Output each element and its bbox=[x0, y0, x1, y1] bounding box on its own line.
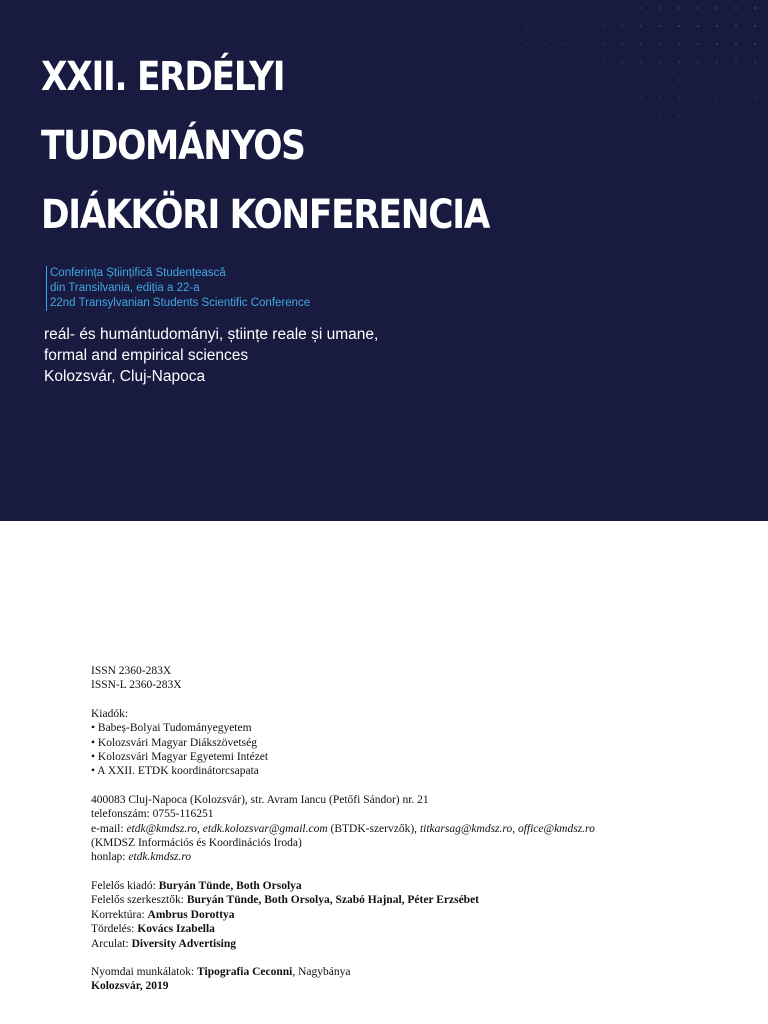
email-primary-note: (BTDK-szervzők), bbox=[327, 822, 420, 835]
publisher-item: • Kolozsvári Magyar Diákszövetség bbox=[91, 736, 257, 749]
decorative-dot bbox=[564, 43, 566, 45]
description-line-2: formal and empirical sciences bbox=[44, 347, 249, 364]
decorative-dot bbox=[583, 79, 585, 81]
decorative-dot bbox=[697, 115, 699, 117]
decorative-dot bbox=[735, 97, 737, 99]
decorative-dot bbox=[545, 61, 547, 63]
subtitle-romanian-2: din Transilvania, ediția a 22-a bbox=[50, 282, 200, 294]
decorative-dot bbox=[640, 151, 642, 153]
decorative-dot bbox=[678, 25, 680, 27]
publisher-item: • Babeș-Bolyai Tudományegyetem bbox=[91, 722, 252, 735]
decorative-dot bbox=[526, 25, 528, 27]
decorative-dot bbox=[545, 25, 547, 27]
decorative-dot bbox=[697, 25, 699, 27]
decorative-dot bbox=[621, 115, 623, 117]
decorative-dot bbox=[526, 43, 528, 45]
email-secondary-link[interactable]: titkarsag@kmdsz.ro, office@kmdsz.ro bbox=[419, 822, 595, 835]
decorative-dot bbox=[697, 43, 699, 45]
web-line bbox=[91, 850, 595, 864]
decorative-dot bbox=[754, 97, 756, 99]
title-line-3: DIÁKKÖRI KONFERENCIA bbox=[41, 192, 490, 238]
decorative-dot bbox=[469, 61, 471, 63]
decorative-dot bbox=[697, 7, 699, 9]
decorative-dot bbox=[754, 7, 756, 9]
decorative-dot bbox=[602, 7, 604, 9]
decorative-dot bbox=[659, 133, 661, 135]
decorative-dot bbox=[716, 25, 718, 27]
decorative-dot bbox=[488, 43, 490, 45]
place-year bbox=[91, 979, 595, 993]
phone: telefonszám: 0755-116251 bbox=[91, 808, 214, 821]
credit-value: Diversity Advertising bbox=[131, 937, 237, 950]
credit-design bbox=[91, 937, 595, 951]
decorative-dot bbox=[697, 79, 699, 81]
credit-publisher bbox=[91, 879, 595, 893]
email-label: e-mail: bbox=[91, 822, 127, 835]
decorative-dot bbox=[564, 61, 566, 63]
decorative-dot bbox=[659, 97, 661, 99]
decorative-dot bbox=[716, 151, 718, 153]
decorative-dot bbox=[564, 97, 566, 99]
decorative-dot bbox=[564, 115, 566, 117]
decorative-dot bbox=[735, 7, 737, 9]
issn-l: ISSN-L 2360-283X bbox=[91, 679, 182, 692]
decorative-dot bbox=[678, 151, 680, 153]
publisher-item: • A XXII. ETDK koordinátorcsapata bbox=[91, 765, 259, 778]
publisher-name: Kolozsvári Magyar Diákszövetség bbox=[97, 736, 257, 749]
decorative-dot bbox=[754, 61, 756, 63]
decorative-dot bbox=[754, 25, 756, 27]
decorative-dot bbox=[545, 43, 547, 45]
decorative-dot bbox=[735, 151, 737, 153]
decorative-dot bbox=[716, 169, 718, 171]
decorative-dot bbox=[602, 43, 604, 45]
decorative-dot bbox=[678, 79, 680, 81]
decorative-dot bbox=[754, 133, 756, 135]
decorative-dot bbox=[602, 97, 604, 99]
publisher-name: Babeș-Bolyai Tudományegyetem bbox=[97, 722, 252, 735]
credit-value: Kovács Izabella bbox=[137, 923, 215, 936]
decorative-dot bbox=[697, 133, 699, 135]
decorative-dot bbox=[621, 25, 623, 27]
decorative-dot bbox=[640, 43, 642, 45]
publishers-label: Kiadók: bbox=[91, 707, 129, 720]
decorative-dot bbox=[545, 79, 547, 81]
decorative-dot bbox=[564, 133, 566, 135]
decorative-dot bbox=[716, 115, 718, 117]
decorative-dot bbox=[621, 97, 623, 99]
decorative-dot bbox=[754, 43, 756, 45]
decorative-dot bbox=[507, 61, 509, 63]
decorative-dot bbox=[602, 115, 604, 117]
decorative-dot bbox=[659, 151, 661, 153]
description-block bbox=[44, 324, 378, 387]
credit-editors bbox=[91, 893, 595, 907]
email-office-note: (KMDSZ Információs és Koordinációs Iroda) bbox=[91, 837, 302, 850]
decorative-dot bbox=[602, 151, 604, 153]
decorative-dot bbox=[507, 79, 509, 81]
decorative-dot bbox=[659, 7, 661, 9]
decorative-dot bbox=[678, 7, 680, 9]
decorative-dot bbox=[659, 43, 661, 45]
decorative-dot bbox=[526, 79, 528, 81]
credit-value: Ambrus Dorottya bbox=[147, 908, 235, 921]
credit-label: Felelős kiadó: bbox=[91, 879, 159, 892]
credit-value: Buryán Tünde, Both Orsolya, Szabó Hajnal, Péter Erzsébet bbox=[186, 894, 480, 907]
decorative-dot bbox=[621, 7, 623, 9]
credit-typesetting bbox=[91, 922, 595, 936]
decorative-dot bbox=[716, 61, 718, 63]
decorative-dot bbox=[754, 169, 756, 171]
decorative-dot bbox=[621, 79, 623, 81]
decorative-dot bbox=[640, 79, 642, 81]
decorative-dot bbox=[602, 79, 604, 81]
decorative-dot bbox=[602, 25, 604, 27]
publisher-name: Kolozsvári Magyar Egyetemi Intézet bbox=[97, 751, 269, 764]
decorative-dot bbox=[602, 133, 604, 135]
decorative-dot bbox=[488, 25, 490, 27]
decorative-dot bbox=[621, 151, 623, 153]
decorative-dot bbox=[545, 97, 547, 99]
email-primary-link[interactable]: etdk@kmdsz.ro, etdk.kolozsvar@gmail.com bbox=[126, 822, 328, 835]
decorative-dot bbox=[697, 169, 699, 171]
decorative-dot bbox=[583, 97, 585, 99]
publisher-name: A XXII. ETDK koordinátorcsapata bbox=[97, 765, 259, 778]
credit-label: Korrektúra: bbox=[91, 908, 148, 921]
decorative-dot bbox=[488, 79, 490, 81]
decorative-dot bbox=[488, 97, 490, 99]
web-link[interactable]: etdk.kmdsz.ro bbox=[128, 851, 192, 864]
decorative-dot bbox=[640, 61, 642, 63]
printing-line bbox=[91, 965, 595, 979]
imprint-block bbox=[91, 664, 595, 994]
decorative-dot bbox=[583, 115, 585, 117]
decorative-dot bbox=[754, 115, 756, 117]
decorative-dot bbox=[469, 25, 471, 27]
decorative-dot bbox=[716, 97, 718, 99]
decorative-dot bbox=[754, 151, 756, 153]
decorative-dot bbox=[659, 115, 661, 117]
decorative-dot bbox=[716, 133, 718, 135]
decorative-dot bbox=[621, 43, 623, 45]
decorative-dot bbox=[678, 61, 680, 63]
decorative-dot bbox=[545, 7, 547, 9]
decorative-dot bbox=[507, 7, 509, 9]
printing-label: Nyomdai munkálatok: bbox=[91, 965, 198, 978]
decorative-dot bbox=[469, 79, 471, 81]
place-year-text: Kolozsvár, 2019 bbox=[91, 980, 169, 993]
credit-proofreading bbox=[91, 908, 595, 922]
decorative-dot bbox=[507, 43, 509, 45]
address: 400083 Cluj-Napoca (Kolozsvár), str. Avram Iancu (Petőfi Sándor) nr. 21 bbox=[91, 793, 429, 806]
decorative-dot bbox=[583, 133, 585, 135]
decorative-dot bbox=[735, 169, 737, 171]
decorative-dot bbox=[621, 133, 623, 135]
decorative-dot bbox=[640, 7, 642, 9]
decorative-dot bbox=[678, 133, 680, 135]
decorative-dot bbox=[583, 61, 585, 63]
decorative-dot bbox=[697, 151, 699, 153]
decorative-dot bbox=[735, 79, 737, 81]
printing-city: , Nagybánya bbox=[292, 965, 351, 978]
decorative-dot bbox=[697, 97, 699, 99]
decorative-dot bbox=[659, 61, 661, 63]
decorative-dot bbox=[716, 7, 718, 9]
decorative-dot bbox=[488, 61, 490, 63]
decorative-dot bbox=[678, 115, 680, 117]
decorative-dot bbox=[583, 25, 585, 27]
decorative-dot bbox=[602, 61, 604, 63]
credit-label: Arculat: bbox=[91, 937, 132, 950]
web-label: honlap: bbox=[91, 851, 129, 864]
decorative-dot bbox=[678, 43, 680, 45]
decorative-dot bbox=[640, 133, 642, 135]
decorative-dot bbox=[526, 115, 528, 117]
decorative-dot bbox=[469, 43, 471, 45]
title-line-2: TUDOMÁNYOS bbox=[41, 123, 305, 169]
credit-label: Felelős szerkesztők: bbox=[91, 894, 187, 907]
decorative-dot bbox=[716, 79, 718, 81]
decorative-dot bbox=[621, 61, 623, 63]
email-line bbox=[91, 822, 595, 836]
decorative-dot bbox=[735, 43, 737, 45]
subtitle-english: 22nd Transylvanian Students Scientific Conference bbox=[50, 297, 311, 309]
decorative-dot bbox=[564, 7, 566, 9]
decorative-dot bbox=[545, 115, 547, 117]
title-line-1: XXII. ERDÉLYI bbox=[41, 54, 285, 100]
decorative-dot bbox=[507, 25, 509, 27]
decorative-dot bbox=[564, 79, 566, 81]
description-line-1: reál- és humántudományi, științe reale și umane, bbox=[44, 326, 379, 343]
decorative-dot bbox=[640, 97, 642, 99]
decorative-dot bbox=[583, 7, 585, 9]
subtitle-romanian-1: Conferința Științifică Studențească bbox=[50, 267, 226, 279]
decorative-dot bbox=[564, 25, 566, 27]
decorative-dot bbox=[735, 115, 737, 117]
description-line-3: Kolozsvár, Cluj-Napoca bbox=[44, 368, 206, 385]
decorative-dot bbox=[545, 133, 547, 135]
decorative-dot bbox=[583, 43, 585, 45]
printing-value: Tipografia Ceconni bbox=[197, 965, 293, 978]
decorative-dot bbox=[716, 43, 718, 45]
issn: ISSN 2360-283X bbox=[91, 665, 172, 677]
subtitle-block bbox=[46, 266, 310, 311]
decorative-dot bbox=[735, 133, 737, 135]
publisher-item: • Kolozsvári Magyar Egyetemi Intézet bbox=[91, 751, 269, 764]
credit-label: Tördelés: bbox=[91, 923, 138, 936]
decorative-dot bbox=[507, 97, 509, 99]
decorative-dot bbox=[469, 7, 471, 9]
decorative-dot bbox=[507, 115, 509, 117]
decorative-dot bbox=[526, 97, 528, 99]
decorative-dot bbox=[640, 25, 642, 27]
decorative-dot bbox=[526, 7, 528, 9]
decorative-dot bbox=[659, 25, 661, 27]
decorative-dot bbox=[735, 61, 737, 63]
decorative-dot bbox=[678, 97, 680, 99]
decorative-dot bbox=[526, 61, 528, 63]
credit-value: Buryán Tünde, Both Orsolya bbox=[158, 879, 302, 892]
decorative-dot bbox=[488, 7, 490, 9]
decorative-dot bbox=[697, 61, 699, 63]
decorative-dot bbox=[735, 25, 737, 27]
decorative-dot bbox=[659, 79, 661, 81]
decorative-dot bbox=[754, 79, 756, 81]
decorative-dot bbox=[640, 115, 642, 117]
